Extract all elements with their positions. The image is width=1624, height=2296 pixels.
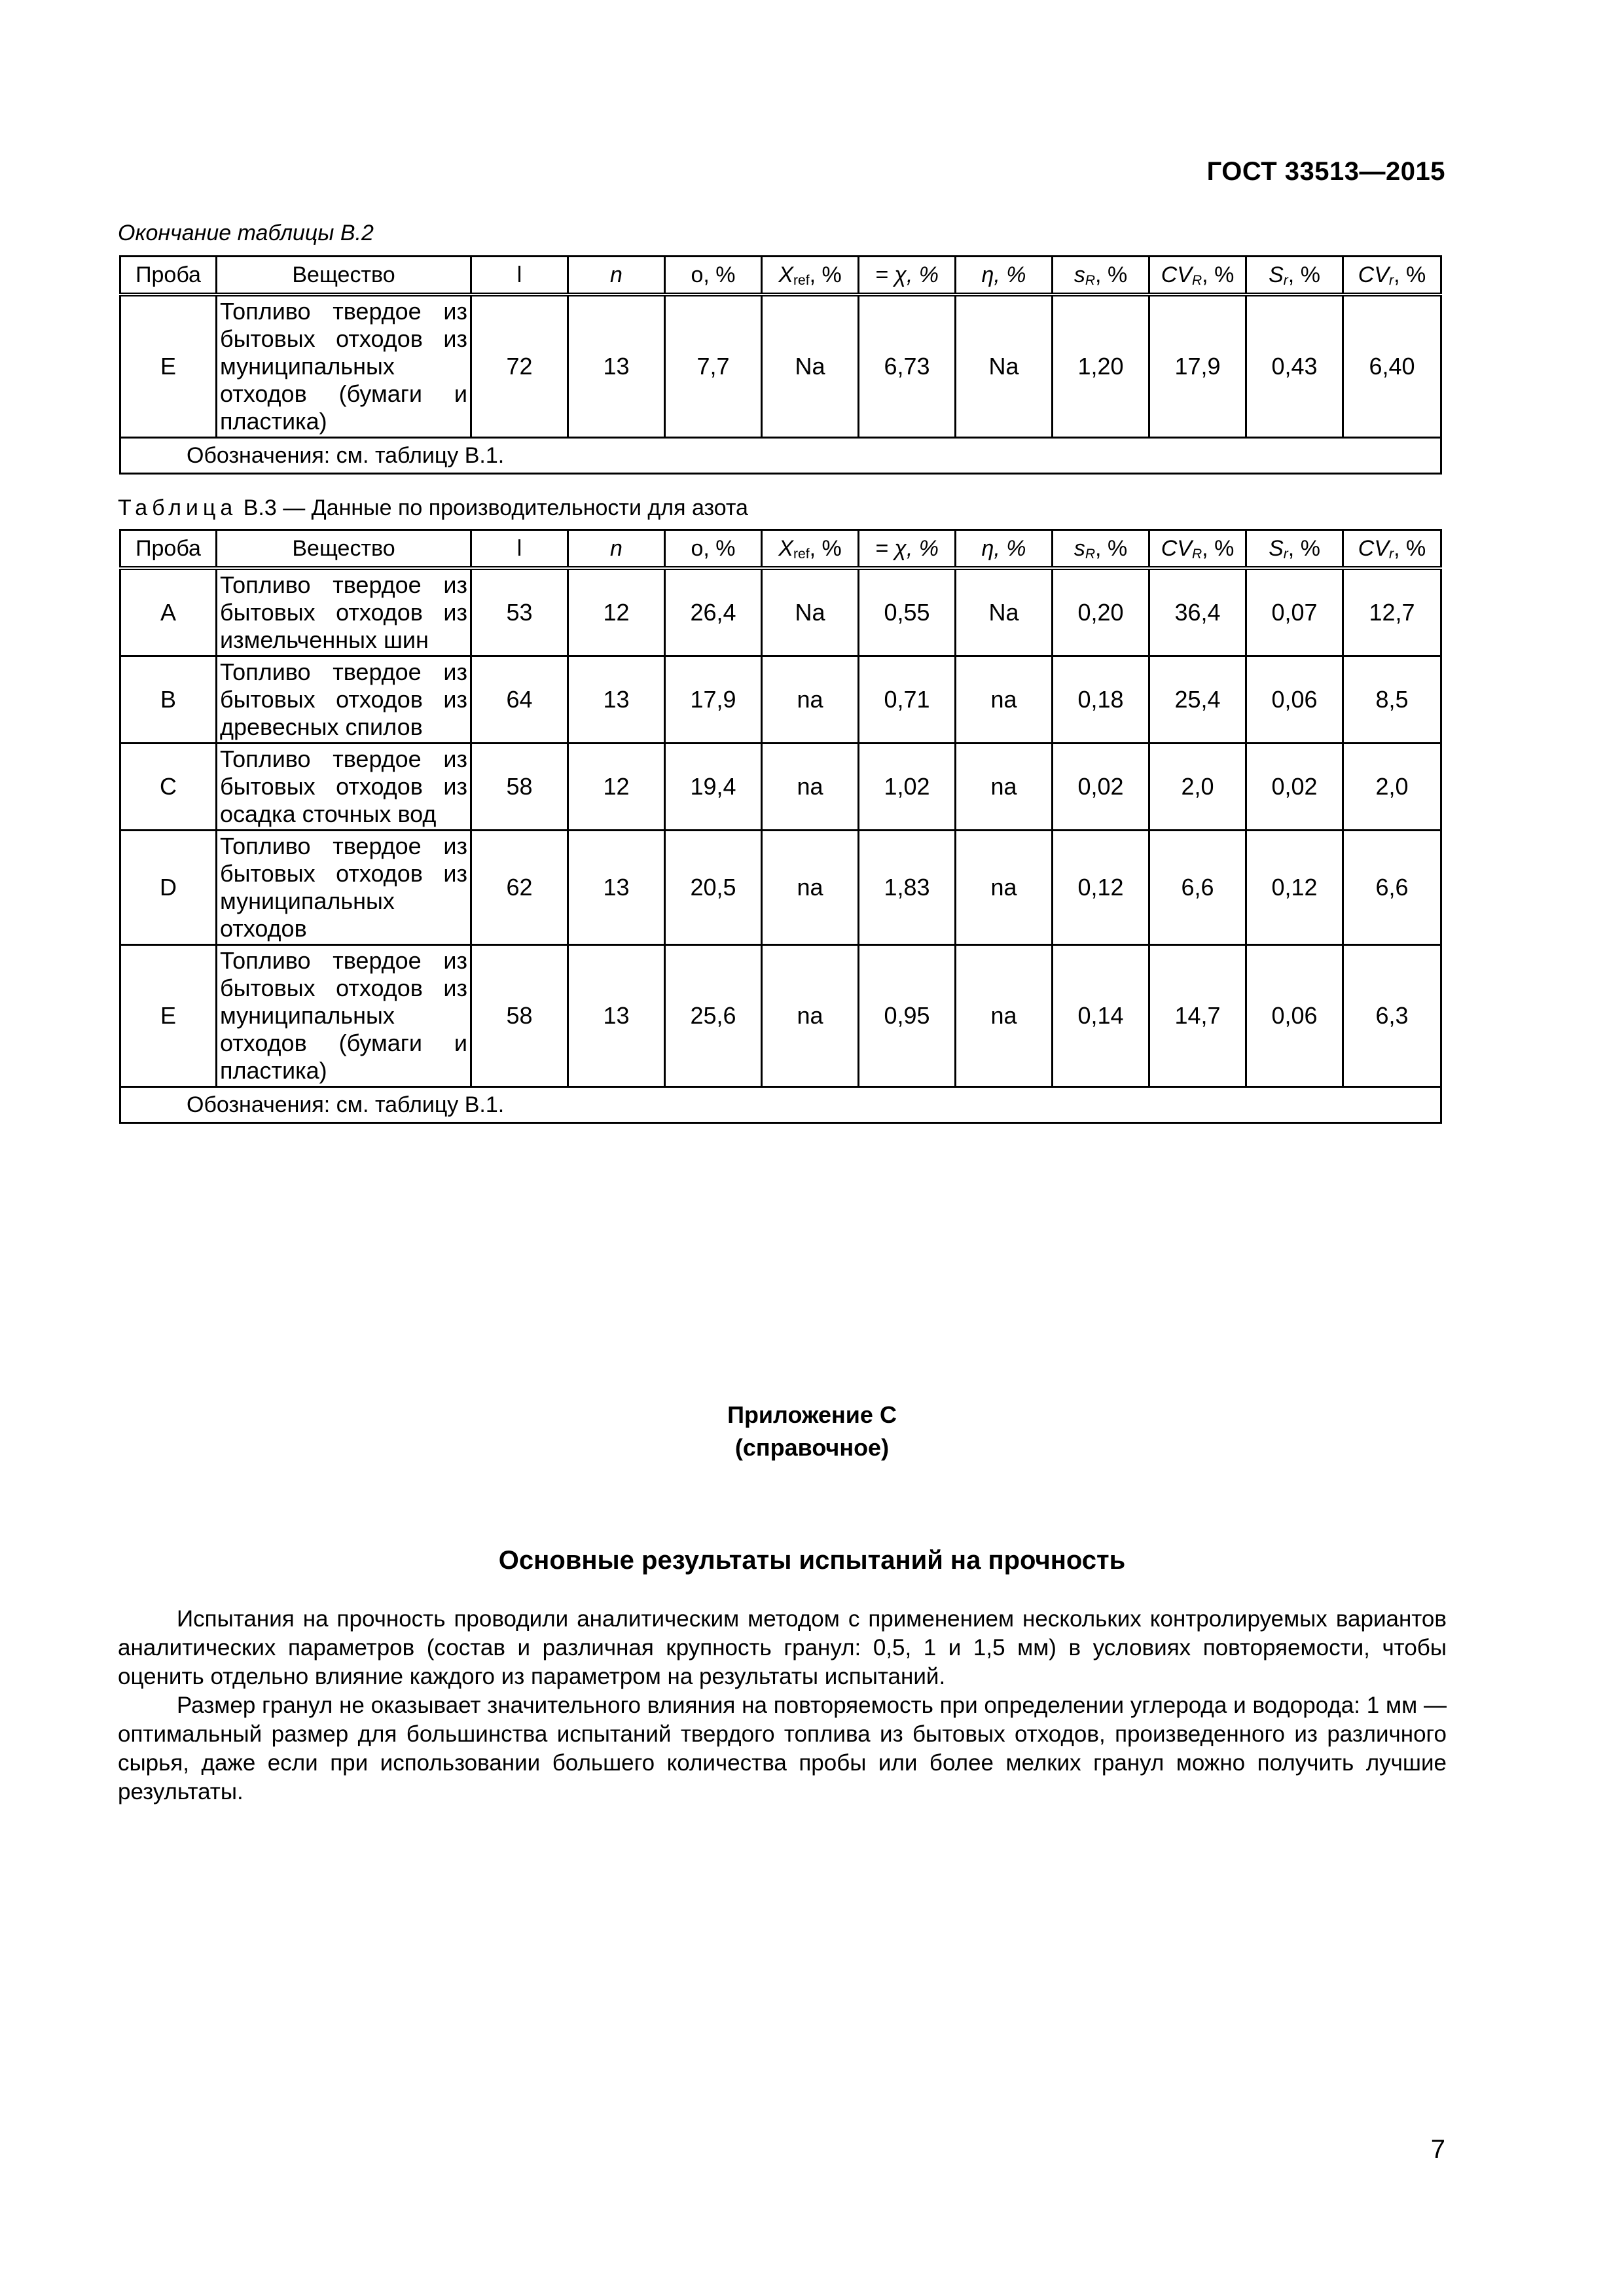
cell-cvr-repeatability: 12,7 [1343,568,1441,656]
col-header-n: n [568,257,665,295]
paragraph: Размер гранул не оказывает значительного влияния на повторяемость при определении углерода и водорода: 1 мм — оптимальный размер для большинства испытаний твердого топлива из бытовых отходов, произведенного из различного сырья, даже если при использовании большего количества пробы или более мелких гранул можно получить лучшие результаты. [118,1693,1447,1804]
appendix-title: Приложение С [727,1401,897,1428]
cell-o: 7,7 [665,295,762,438]
cell-cvr-reproducibility: 6,6 [1149,831,1246,945]
cell-substance: Топливо твердое из бытовых отходов из муниципальных отходов [217,831,471,945]
col-header-substance: Вещество [217,257,471,295]
cell-sr: 1,20 [1053,295,1149,438]
cell-substance: Топливо твердое из бытовых отходов из измельченных шин [217,568,471,656]
table-notes: Обозначения: см. таблицу В.1. [120,438,1441,474]
body-text [118,1605,1447,1806]
cell-chi: 1,02 [859,744,956,831]
cell-eta: Na [956,568,1053,656]
cell-sr-repeatability: 0,02 [1246,744,1343,831]
table-row [120,295,1441,438]
cell-o: 26,4 [665,568,762,656]
table-header-row [120,257,1441,295]
cell-sr: 0,18 [1053,656,1149,744]
cell-n: 13 [568,295,665,438]
col-header-sample: Проба [120,530,217,569]
appendix-subtitle: (справочное) [734,1434,890,1461]
table-row [120,945,1441,1087]
cell-chi: 1,83 [859,831,956,945]
cell-sample: D [120,831,217,945]
cell-sample: A [120,568,217,656]
cell-o: 25,6 [665,945,762,1087]
cell-substance: Топливо твердое из бытовых отходов из осадка сточных вод [217,744,471,831]
col-header-xref: $X_{ref}$, % [762,257,859,295]
cell-eta: na [956,744,1053,831]
col-header-sr-repeatability: $S_r$, % [1246,257,1343,295]
cell-l: 58 [471,744,568,831]
table-row [120,656,1441,744]
col-header-substance: Вещество [217,530,471,569]
col-header-eta: η, % [956,530,1053,569]
cell-xref: na [762,945,859,1087]
cell-xref: Na [762,295,859,438]
standard-code: ГОСТ 33513—2015 [1206,157,1445,186]
col-header-cvr-reproducibility: $CV_R$, % [1149,530,1246,569]
cell-n: 12 [568,744,665,831]
cell-sr: 0,12 [1053,831,1149,945]
table-header-row [120,530,1441,569]
table-row [120,744,1441,831]
col-header-l: l [471,257,568,295]
col-header-cvr-repeatability: $CV_r$, % [1343,257,1441,295]
col-header-o: o, % [665,257,762,295]
cell-cvr-repeatability: 6,6 [1343,831,1441,945]
cell-l: 62 [471,831,568,945]
cell-substance: Топливо твердое из бытовых отходов из муниципальных отходов (бумаги и пластика) [217,295,471,438]
table-b3 [119,529,1442,1124]
page-number: 7 [1430,2135,1445,2164]
cell-eta: na [956,831,1053,945]
cell-chi: 6,73 [859,295,956,438]
col-header-l: l [471,530,568,569]
cell-l: 53 [471,568,568,656]
cell-cvr-reproducibility: 2,0 [1149,744,1246,831]
cell-sr-repeatability: 0,06 [1246,945,1343,1087]
cell-sr: 0,14 [1053,945,1149,1087]
table-b3-caption: Таблица В.3 — Данные по производительности для азота [118,495,748,520]
cell-n: 13 [568,831,665,945]
cell-cvr-reproducibility: 25,4 [1149,656,1246,744]
cell-cvr-reproducibility: 14,7 [1149,945,1246,1087]
col-header-chi: = χ, % [859,530,956,569]
cell-xref: Na [762,568,859,656]
cell-n: 13 [568,656,665,744]
cell-eta: Na [956,295,1053,438]
table-row [120,568,1441,656]
col-header-sr-repeatability: $S_r$, % [1246,530,1343,569]
cell-chi: 0,55 [859,568,956,656]
cell-chi: 0,95 [859,945,956,1087]
col-header-sr: $s_R$, % [1053,257,1149,295]
table-b2 [119,255,1442,475]
col-header-n: n [568,530,665,569]
cell-cvr-repeatability: 8,5 [1343,656,1441,744]
cell-sample: B [120,656,217,744]
cell-sr: 0,20 [1053,568,1149,656]
cell-cvr-reproducibility: 36,4 [1149,568,1246,656]
section-title: Основные результаты испытаний на прочность [498,1546,1126,1575]
col-header-eta: η, % [956,257,1053,295]
paragraph: Испытания на прочность проводили аналитическим методом с применением нескольких контролируемых вариантов аналитических параметров (состав и различная крупность гранул: 0,5, 1 и 1,5 мм) в условиях повторяемости, чтобы оценить отдельно влияние каждого из параметром на результаты испытаний. [118,1606,1447,1689]
cell-eta: na [956,656,1053,744]
col-header-sample: Проба [120,257,217,295]
cell-xref: na [762,656,859,744]
cell-n: 13 [568,945,665,1087]
cell-l: 64 [471,656,568,744]
cell-sample: C [120,744,217,831]
cell-sr-repeatability: 0,43 [1246,295,1343,438]
col-header-sr: $s_R$, % [1053,530,1149,569]
cell-o: 17,9 [665,656,762,744]
cell-sr: 0,02 [1053,744,1149,831]
cell-xref: na [762,744,859,831]
cell-n: 12 [568,568,665,656]
cell-eta: na [956,945,1053,1087]
cell-l: 72 [471,295,568,438]
cell-o: 20,5 [665,831,762,945]
table-b2-caption: Окончание таблицы В.2 [118,221,374,245]
cell-xref: na [762,831,859,945]
cell-cvr-repeatability: 6,40 [1343,295,1441,438]
table-notes: Обозначения: см. таблицу В.1. [120,1087,1441,1123]
cell-sample: E [120,945,217,1087]
cell-substance: Топливо твердое из бытовых отходов из муниципальных отходов (бумаги и пластика) [217,945,471,1087]
col-header-o: o, % [665,530,762,569]
table-notes-row [120,1087,1441,1123]
cell-sample: E [120,295,217,438]
cell-cvr-reproducibility: 17,9 [1149,295,1246,438]
col-header-cvr-repeatability: $CV_r$, % [1343,530,1441,569]
cell-sr-repeatability: 0,12 [1246,831,1343,945]
cell-cvr-repeatability: 2,0 [1343,744,1441,831]
cell-chi: 0,71 [859,656,956,744]
cell-l: 58 [471,945,568,1087]
cell-substance: Топливо твердое из бытовых отходов из древесных спилов [217,656,471,744]
cell-cvr-repeatability: 6,3 [1343,945,1441,1087]
col-header-chi: = χ, % [859,257,956,295]
col-header-cvr-reproducibility: $CV_R$, % [1149,257,1246,295]
table-notes-row [120,438,1441,474]
table-row [120,831,1441,945]
cell-sr-repeatability: 0,07 [1246,568,1343,656]
cell-o: 19,4 [665,744,762,831]
cell-sr-repeatability: 0,06 [1246,656,1343,744]
col-header-xref: $X_{ref}$, % [762,530,859,569]
